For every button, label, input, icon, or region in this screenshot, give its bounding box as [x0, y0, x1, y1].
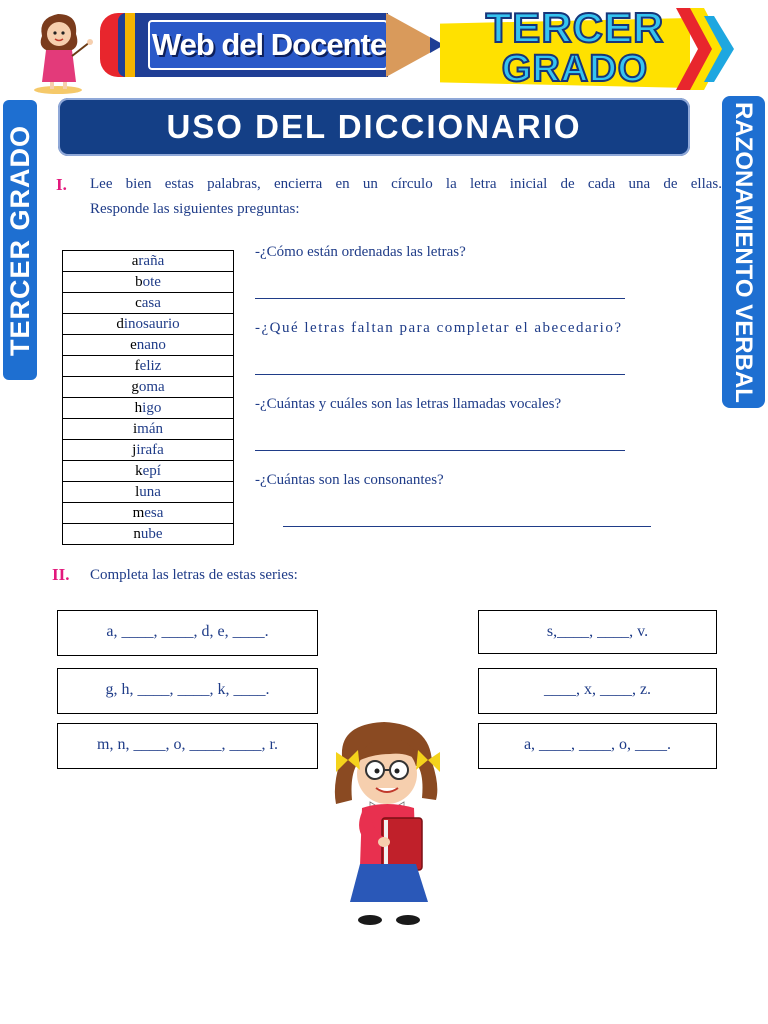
word-row	[63, 440, 234, 461]
word-row	[63, 398, 234, 419]
word-rest: asa	[141, 295, 161, 311]
grade-title-line2: GRADO	[501, 48, 649, 90]
word-rest: eliz	[139, 358, 162, 374]
word-cell	[63, 356, 234, 377]
section1-instruction-line1: Lee bien estas palabras, encierra en un círculo la letra inicial de cada una de ellas.	[90, 176, 722, 192]
answer-line-1	[255, 297, 625, 299]
word-cell	[63, 272, 234, 293]
word-cell	[63, 524, 234, 545]
word-row	[63, 251, 234, 272]
word-row	[63, 503, 234, 524]
word-initial-letter: c	[135, 295, 142, 311]
word-row	[63, 461, 234, 482]
word-cell	[63, 335, 234, 356]
word-initial-letter: j	[132, 442, 137, 458]
word-initial-letter: k	[135, 463, 143, 479]
word-row	[63, 314, 234, 335]
series-box-right-2: ____, x, ____, z.	[478, 668, 717, 714]
word-cell	[63, 314, 234, 335]
word-cell	[63, 251, 234, 272]
teacher-illustration-icon	[28, 6, 98, 96]
question-3: -¿Cuántas y cuáles son las letras llamadas vocales?	[255, 396, 562, 412]
question-4: -¿Cuántas son las consonantes?	[255, 472, 444, 488]
word-cell	[63, 440, 234, 461]
word-rest: mán	[137, 421, 163, 437]
answer-line-4	[283, 525, 651, 527]
series-box-right-1: s,____, ____, v.	[478, 610, 717, 654]
word-initial-letter: f	[134, 358, 140, 374]
word-initial-letter: e	[130, 337, 137, 353]
series-box-left-2: g, h, ____, ____, k, ____.	[57, 668, 318, 714]
section1-instruction	[90, 172, 722, 222]
word-row	[63, 335, 234, 356]
word-initial-letter: n	[133, 526, 141, 542]
word-cell	[63, 482, 234, 503]
word-row	[63, 377, 234, 398]
pencil-band	[125, 13, 135, 77]
word-rest: inosaurio	[123, 316, 180, 332]
section1-numeral: I.	[56, 175, 67, 194]
series-box-left-1: a, ____, ____, d, e, ____.	[57, 610, 318, 656]
grade-title-line1: TERCER	[485, 4, 665, 51]
word-cell	[63, 377, 234, 398]
girl-with-book-illustration	[332, 716, 447, 928]
word-cell	[63, 293, 234, 314]
series-box-left-3: m, n, ____, o, ____, ____, r.	[57, 723, 318, 769]
word-rest: raña	[138, 253, 165, 269]
side-label-left-text: TERCER GRADO	[5, 124, 35, 356]
question-2: -¿Qué letras faltan para completar el abecedario?	[255, 320, 623, 336]
word-rest: igo	[142, 400, 162, 416]
word-initial-letter: g	[131, 379, 139, 395]
word-cell	[63, 419, 234, 440]
word-rest: oma	[138, 379, 165, 395]
answer-line-2	[255, 373, 625, 375]
page-title: USO DEL DICCIONARIO	[166, 108, 582, 145]
answer-line-3	[255, 449, 625, 451]
series-box-right-3: a, ____, ____, o, ____.	[478, 723, 717, 769]
word-row	[63, 524, 234, 545]
word-rest: ube	[140, 526, 163, 542]
word-rest: una	[139, 484, 161, 500]
word-initial-letter: h	[134, 400, 143, 416]
word-initial-letter: i	[133, 421, 138, 437]
word-cell	[63, 461, 234, 482]
word-rest: irafa	[136, 442, 164, 458]
word-row	[63, 293, 234, 314]
word-row	[63, 419, 234, 440]
word-initial-letter: d	[116, 316, 124, 332]
section1-instruction-line2: Responde las siguientes preguntas:	[90, 201, 300, 217]
word-initial-letter: m	[132, 505, 145, 521]
word-rest: ote	[142, 274, 161, 290]
word-initial-letter: a	[131, 253, 139, 269]
side-label-right-text: RAZONAMIENTO VERBAL	[730, 101, 757, 403]
word-row	[63, 356, 234, 377]
girl-with-book-icon	[332, 716, 447, 928]
word-table	[62, 250, 234, 545]
teacher-mascot	[28, 6, 98, 96]
site-logo-text: Web del Docente	[151, 27, 387, 62]
word-cell	[63, 503, 234, 524]
word-rest: nano	[136, 337, 166, 353]
word-row	[63, 482, 234, 503]
word-row	[63, 272, 234, 293]
question-1: -¿Cómo están ordenadas las letras?	[255, 244, 466, 260]
section2-instruction: Completa las letras de estas series:	[90, 567, 298, 583]
section2-numeral: II.	[52, 565, 70, 584]
word-rest: esa	[144, 505, 164, 521]
word-initial-letter: b	[135, 274, 143, 290]
word-rest: epí	[142, 463, 161, 479]
word-initial-letter: l	[135, 484, 140, 500]
word-cell	[63, 398, 234, 419]
